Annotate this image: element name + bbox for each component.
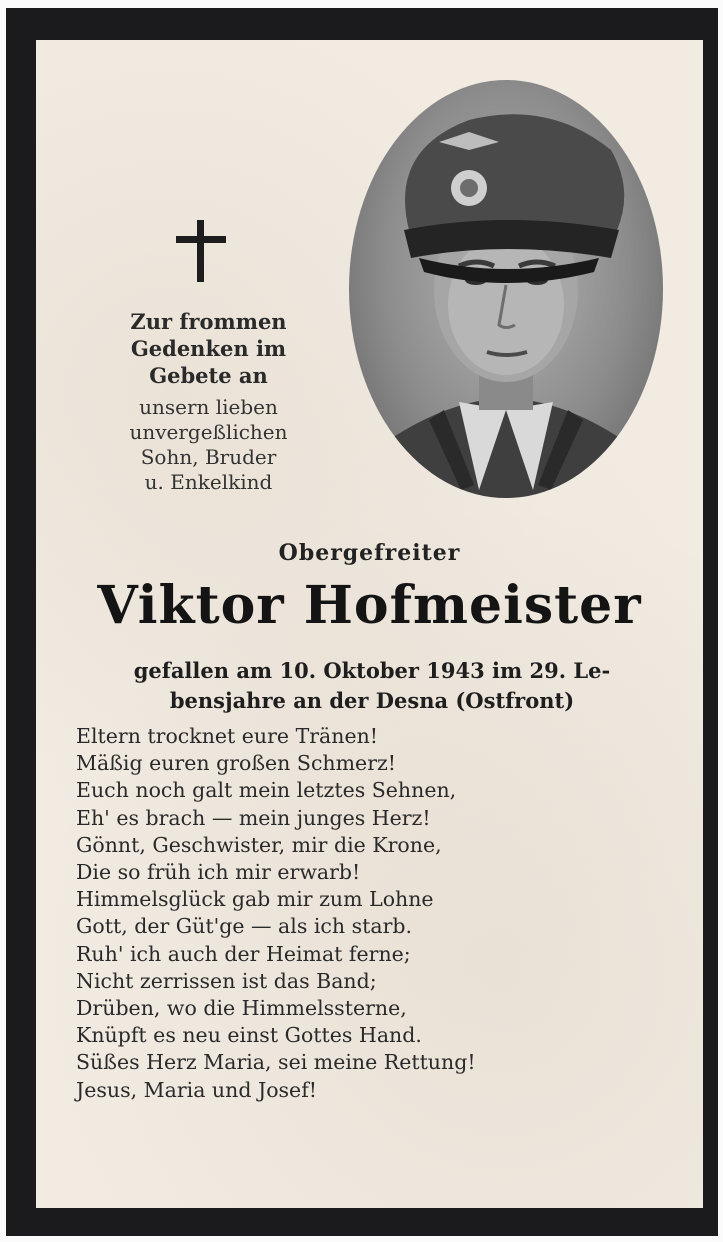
relation-line: unvergeßlichen (129, 420, 288, 444)
dedication-line: Gedenken im (130, 336, 287, 361)
poem-line: Gott, der Güt'ge — als ich starb. (76, 914, 413, 939)
poem-line: Euch noch galt mein letztes Sehnen, (76, 778, 457, 803)
deceased-name: Viktor Hofmeister (97, 575, 642, 636)
memorial-poem (76, 723, 676, 1104)
relation-line: Sohn, Bruder (140, 445, 277, 469)
soldier-portrait-photo (349, 80, 663, 498)
poem-line: Nicht zerrissen ist das Band; (76, 968, 377, 993)
dedication-text (96, 308, 321, 495)
cross-icon (176, 220, 226, 282)
death-details-line: gefallen am 10. Oktober 1943 im 29. Le- (133, 658, 611, 683)
poem-line: Süßes Herz Maria, sei meine Rettung! (76, 1050, 476, 1075)
death-details-line: bensjahre an der Desna (Ostfront) (169, 688, 575, 713)
dedication-bold (96, 308, 321, 389)
poem-line: Himmelsglück gab mir zum Lohne (76, 887, 434, 912)
poem-line: Drüben, wo die Himmelssterne, (76, 996, 407, 1021)
relation-line: u. Enkelkind (144, 470, 273, 494)
poem-line: Mäßig euren großen Schmerz! (76, 751, 397, 776)
poem-line: Jesus, Maria und Josef! (76, 1077, 318, 1102)
poem-line: Eh' es brach — mein junges Herz! (76, 805, 431, 830)
relation-line: unsern lieben (139, 395, 278, 419)
dedication-line: Gebete an (149, 363, 268, 388)
poem-line: Die so früh ich mir erwarb! (76, 860, 361, 885)
poem-line: Gönnt, Geschwister, mir die Krone, (76, 832, 442, 857)
death-details (72, 656, 672, 716)
poem-line: Eltern trocknet eure Tränen! (76, 724, 379, 748)
memorial-card-border (6, 8, 718, 1236)
dedication-relation (96, 395, 321, 495)
poem-line: Knüpft es neu einst Gottes Hand. (76, 1023, 422, 1048)
memorial-card-paper (36, 40, 703, 1208)
dedication-line: Zur frommen (130, 309, 287, 334)
poem-line: Ruh' ich auch der Heimat ferne; (76, 941, 411, 966)
military-rank: Obergefreiter (278, 540, 461, 566)
